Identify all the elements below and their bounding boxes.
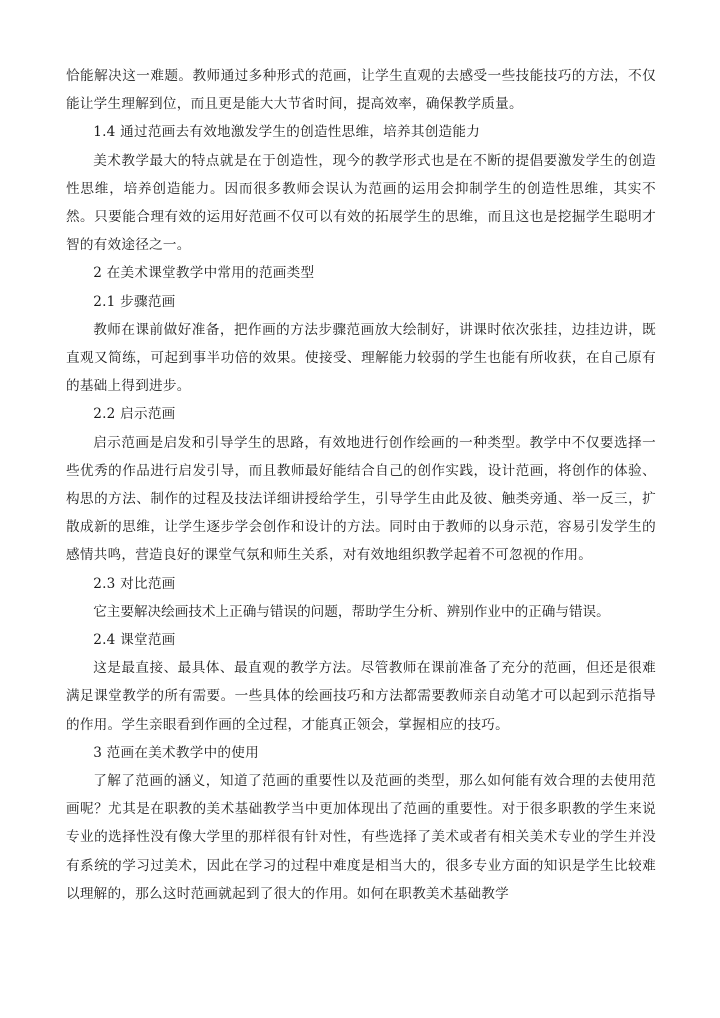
paragraph-2-1: 教师在课前做好准备，把作画的方法步骤范画放大绘制好，讲课时依次张挂，边挂边讲，既直观又简练，可起到事半功倍的效果。使接受、理解能力较弱的学生也能有所收获，在自己原有的基础上得到进步。	[66, 321, 656, 395]
paragraph-2-4: 这是最直接、最具体、最直观的教学方法。尽管教师在课前准备了充分的范画，但还是很难满足课堂教学的所有需要。一些具体的绘画技巧和方法都需要教师亲自动笔才可以起到示范指导的作用。学生亲眼看到作画的全过程，才能真正领会，掌握相应的技巧。	[66, 660, 656, 733]
section-heading-2: 2 在美术课堂教学中常用的范画类型	[93, 265, 315, 282]
section-heading-3: 3 范画在美术教学中的使用	[93, 744, 259, 761]
paragraph-continued: 恰能解决这一难题。教师通过多种形式的范画，让学生直观的去感受一些技能技巧的方法，不仅能让学生理解到位，而且更是能大大节省时间，提高效率，确保教学质量。	[66, 68, 656, 113]
paragraph-2-2: 启示范画是启发和引导学生的思路，有效地进行创作绘画的一种类型。教学中不仅要选择一些优秀的作品进行启发引导，而且教师最好能结合自己的创作实践，设计范画，将创作的体验、构思的方法、制作的过程及技法详细讲授给学生，引导学生由此及彼、触类旁通、举一反三，扩散成新的思维，让学生逐步学会创作和设计的方法。同时由于教师的以身示范，容易引发学生的感情共鸣，营造良好的课堂气氛和师生关系，对有效地组织教学起着不可忽视的作用。	[66, 434, 656, 564]
paragraph-3: 了解了范画的涵义，知道了范画的重要性以及范画的类型，那么如何能有效合理的去使用范画呢？尤其是在职教的美术基础教学当中更加体现出了范画的重要性。对于很多职教的学生来说专业的选择性没有像大学里的那样很有针对性，有些选择了美术或者有相关美术专业的学生并没有系统的学习过美术，因此在学习的过程中难度是相当大的，很多专业方面的知识是学生比较难以理解的，那么这时范画就起到了很大的作用。如何在职教美术基础教学	[66, 773, 656, 902]
paragraph-1-4: 美术教学最大的特点就是在于创造性，现今的教学形式也是在不断的提倡要激发学生的创造性思维，培养创造能力。因而很多教师会误认为范画的运用会抑制学生的创造性思维，其实不然。只要能合理有效的运用好范画不仅可以有效的拓展学生的思维，而且这也是挖掘学生聪明才智的有效途径之一。	[66, 152, 656, 254]
paragraph-2-3: 它主要解决绘画技术上正确与错误的问题，帮助学生分析、辨别作业中的正确与错误。	[93, 603, 610, 620]
section-heading-2-2: 2.2 启示范画	[93, 406, 176, 423]
section-heading-2-3: 2.3 对比范画	[93, 575, 176, 592]
section-heading-2-1: 2.1 步骤范画	[93, 293, 176, 310]
section-heading-2-4: 2.4 课堂范画	[93, 632, 176, 649]
document-page	[66, 62, 656, 908]
section-heading-1-4: 1.4 通过范画去有效地激发学生的创造性思维，培养其创造能力	[93, 124, 481, 141]
